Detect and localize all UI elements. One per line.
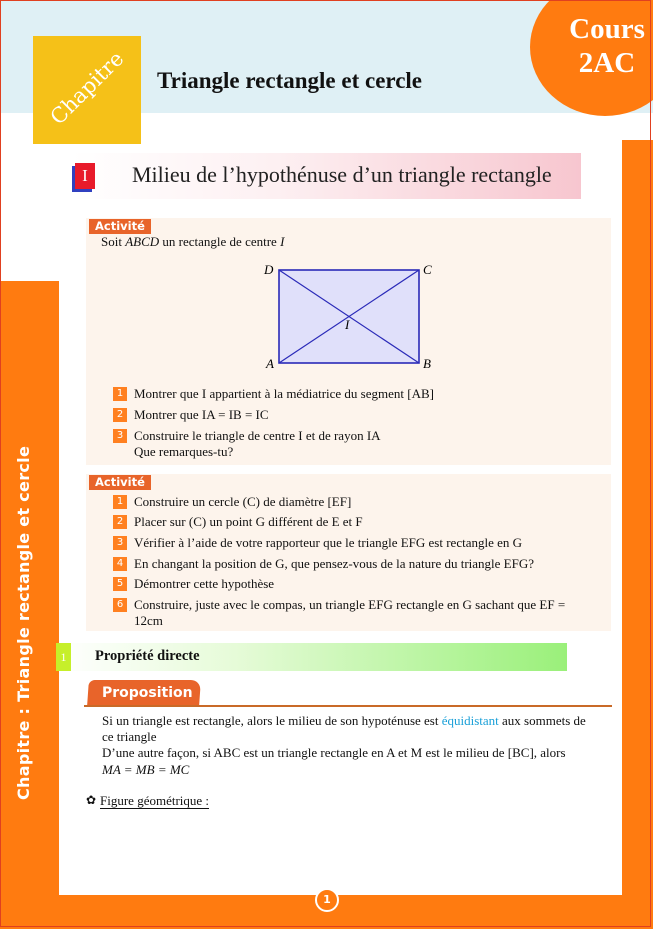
activity2-item-text: Placer sur (C) un point G différent de E et F	[134, 514, 363, 529]
activity2-item-number: 6	[113, 598, 127, 612]
activity2-item-text: En changant la position de G, que pensez-vous de la nature du triangle EFG?	[134, 556, 534, 571]
activity2-item-number: 4	[113, 557, 127, 571]
cours-label	[552, 12, 653, 80]
activity2-item-text: Vérifier à l’aide de votre rapporteur que le triangle EFG est rectangle en G	[134, 535, 523, 550]
vertex-label-a: A	[266, 356, 274, 371]
section-title: Milieu de l’hypothénuse d’un triangle rectangle	[132, 162, 552, 187]
activity1-item-text: Montrer que I appartient à la médiatrice du segment [AB]	[134, 386, 434, 401]
section-number: I	[75, 163, 95, 189]
sidebar-chapter-title: Chapitre : Triangle rectangle et cercle	[14, 445, 33, 800]
vertex-label-c: C	[423, 262, 432, 277]
right-orange-margin	[622, 140, 653, 929]
proposition-divider	[84, 705, 612, 707]
vertex-label-b: B	[423, 356, 431, 371]
activity1-item-text: Montrer que IA = IB = IC	[134, 407, 269, 422]
property-number: 1	[56, 643, 71, 671]
chapitre-badge	[33, 36, 141, 144]
chapitre-label: Chapitre	[45, 46, 129, 130]
page-title: Triangle rectangle et cercle	[157, 68, 423, 93]
activity2-item-text: Construire, juste avec le compas, un triangle EFG rectangle en G sachant que EF =	[134, 597, 566, 612]
proposition-line-1: Si un triangle est rectangle, alors le milieu de son hypoténuse est équidistant aux sommets de	[102, 713, 586, 728]
activity-label-2: Activité	[89, 475, 151, 490]
cours-line1: Cours	[569, 13, 645, 45]
property-title: Propriété directe	[95, 648, 200, 664]
activity2-item-number: 2	[113, 515, 127, 529]
proposition-line-2: ce triangle	[102, 729, 157, 744]
activity2-item-text: Construire un cercle (C) de diamètre [EF]	[134, 494, 352, 509]
cours-line2: 2AC	[578, 47, 636, 79]
proposition-line-3: D’une autre façon, si ABC est un triangle rectangle en A et M est le milieu de [BC], alors	[102, 745, 566, 760]
activity2-item-number: 5	[113, 577, 127, 591]
figure-label: Figure géométrique :	[100, 793, 210, 808]
figure-bullet-icon: ✿	[86, 793, 97, 807]
activity-label-1: Activité	[89, 219, 151, 234]
activity1-item-text-continued: Que remarques-tu?	[134, 444, 234, 459]
activity1-item-number: 1	[113, 387, 127, 401]
activity2-item-number: 1	[113, 495, 127, 509]
activity1-item-number: 3	[113, 429, 127, 443]
activity2-item-text: Démontrer cette hypothèse	[134, 576, 275, 591]
rectangle-figure	[256, 259, 446, 371]
activity-intro: Soit ABCD un rectangle de centre I	[101, 234, 285, 249]
activity1-item-text: Construire le triangle de centre I et de rayon IA	[134, 428, 381, 443]
activity2-item-text-continued: 12cm	[134, 613, 163, 628]
proposition-line-4: MA = MB = MC	[102, 762, 190, 777]
highlighted-term: équidistant	[441, 713, 499, 728]
activity1-item-number: 2	[113, 408, 127, 422]
proposition-label: Proposition	[102, 685, 193, 701]
vertex-label-d: D	[264, 262, 274, 277]
center-label-i: I	[345, 317, 350, 332]
activity2-item-number: 3	[113, 536, 127, 550]
page-number: 1	[315, 888, 339, 912]
